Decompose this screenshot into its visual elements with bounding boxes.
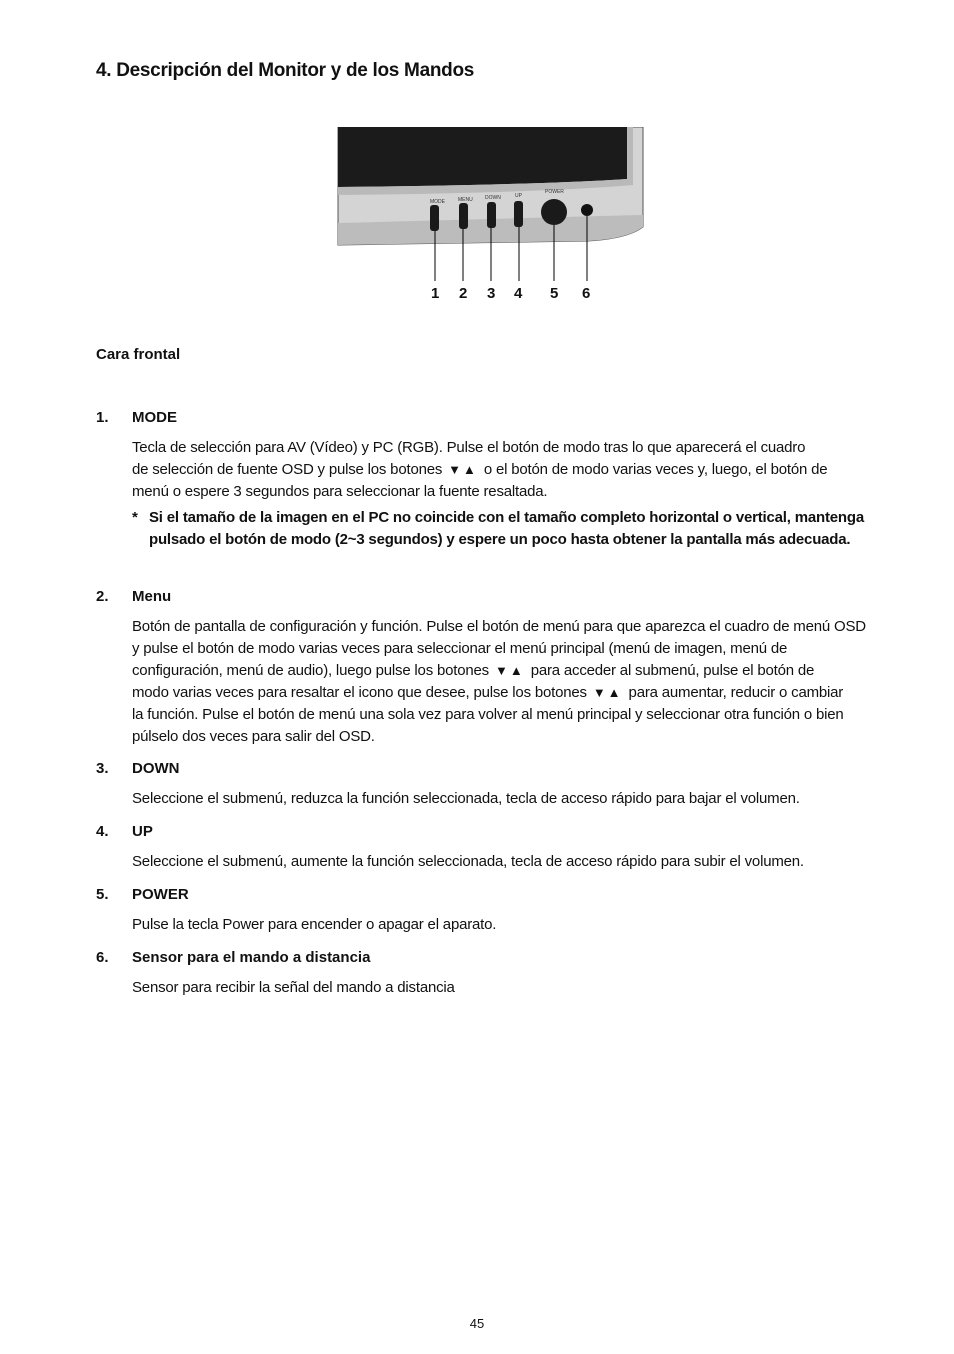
item-description [132, 616, 896, 748]
text-line: la función. Pulse el botón de menú una sola vez para volver al menú principal y seleccionar otra función o bien [132, 706, 844, 723]
up-label: UP [515, 193, 522, 199]
callout-3: 3 [487, 285, 496, 302]
note [132, 507, 896, 551]
list-item-sensor [96, 949, 896, 999]
item-description: Pulse la tecla Power para encender o apagar el aparato. [132, 916, 497, 933]
list-item-power [96, 886, 896, 936]
item-title: Menu [132, 588, 172, 605]
note-text: Si el tamaño de la imagen en el PC no coincide con el tamaño completo horizontal o vertical, mantenga pulsado el botón de modo (2~3 segundos) y espere un poco hasta obtener la pantalla más adecuada. [149, 509, 864, 548]
text-line: configuración, menú de audio), luego pulse los botones ▼▲ para acceder al submenú, pulse el botón de [132, 662, 815, 679]
text-line: Tecla de selección para AV (Vídeo) y PC (RGB). Pulse el botón de modo tras lo que aparecerá el cuadro [132, 439, 806, 456]
text-line: de selección de fuente OSD y pulse los botones ▼▲ o el botón de modo varias veces y, luego, el botón de [132, 461, 828, 478]
item-title: POWER [132, 886, 189, 903]
callout-4: 4 [514, 285, 523, 302]
asterisk: * [132, 509, 138, 526]
page-number: 45 [469, 1316, 485, 1331]
callout-2: 2 [459, 285, 468, 302]
mode-button-icon [430, 205, 439, 231]
item-description: Seleccione el submenú, aumente la función seleccionada, tecla de acceso rápido para subir el volumen. [132, 853, 804, 870]
callout-6: 6 [582, 285, 591, 302]
list-item-down [96, 760, 896, 810]
callout-5: 5 [550, 285, 559, 302]
sensor-icon [581, 204, 593, 216]
down-up-arrows-icon: ▼▲ [448, 462, 478, 477]
list-item-menu [96, 588, 896, 748]
item-number: 1. [96, 409, 109, 426]
menu-label: MENU [458, 197, 473, 203]
item-number: 4. [96, 823, 109, 840]
item-description: Seleccione el submenú, reduzca la función seleccionada, tecla de acceso rápido para bajar el volumen. [132, 790, 800, 807]
item-number: 3. [96, 760, 109, 777]
item-title: UP [132, 823, 153, 840]
mode-label: MODE [430, 199, 445, 205]
down-up-arrows-icon: ▼▲ [592, 685, 623, 700]
callout-1: 1 [431, 285, 440, 302]
item-number: 2. [96, 588, 109, 605]
menu-button-icon [459, 203, 468, 229]
text-line: menú o espere 3 segundos para seleccionar la fuente resaltada. [132, 483, 548, 500]
list-item-up [96, 823, 896, 873]
text-line: modo varias veces para resaltar el icono que desee, pulse los botones ▼▲ para aumentar, reducir o cambiar [132, 684, 844, 701]
power-label: POWER [545, 189, 564, 195]
down-label: DOWN [485, 195, 501, 201]
section-label: Cara frontal [96, 346, 181, 363]
text-line: Botón de pantalla de configuración y función. Pulse el botón de menú para que aparezca el cuadro de menú OSD [132, 618, 866, 635]
monitor-photo [337, 127, 645, 252]
page-title: 4. Descripción del Monitor y de los Mandos [96, 60, 475, 81]
power-button-icon [541, 199, 567, 225]
list-item-mode [96, 409, 896, 551]
text-line: púlselo dos veces para salir del OSD. [132, 728, 375, 745]
down-button-icon [487, 202, 496, 228]
item-title: Sensor para el mando a distancia [132, 949, 371, 966]
item-number: 6. [96, 949, 109, 966]
item-description [132, 437, 896, 503]
item-title: MODE [132, 409, 177, 426]
up-button-icon [514, 201, 523, 227]
item-description: Sensor para recibir la señal del mando a distancia [132, 979, 455, 996]
down-up-arrows-icon: ▼▲ [494, 663, 525, 678]
text-line: y pulse el botón de modo varias veces para seleccionar el menú principal (menú de imagen, menú de [132, 640, 788, 657]
monitor-front-figure [337, 127, 645, 307]
item-number: 5. [96, 886, 109, 903]
item-title: DOWN [132, 760, 180, 777]
